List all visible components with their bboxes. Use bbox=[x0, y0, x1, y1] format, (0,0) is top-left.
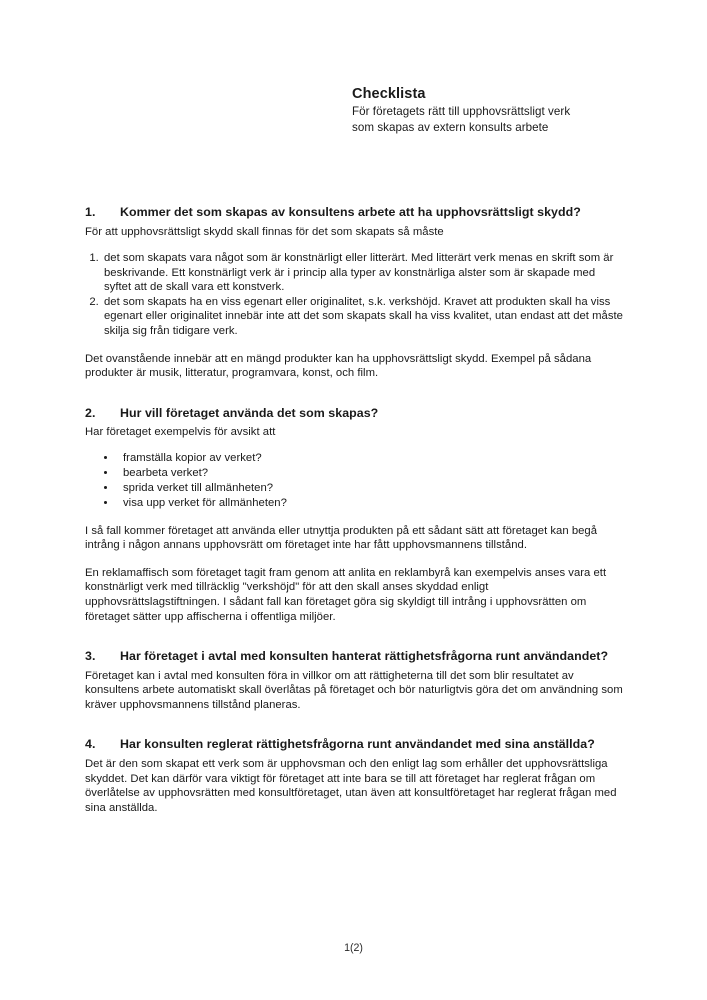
section-2-bullet-list bbox=[85, 451, 623, 511]
document-subtitle-line-1: För företagets rätt till upphovsrättsligt verk bbox=[352, 105, 571, 118]
section-2-paragraph-1: I så fall kommer företaget att använda eller utnyttja produkten på ett sådant sätt att företaget kan begå intrång i någon annans upphovsrätt om företaget inte har fått upphovsmannens tillstånd. bbox=[85, 524, 598, 552]
section-1 bbox=[85, 204, 623, 381]
section-4 bbox=[85, 736, 623, 815]
section-2-paragraph-2: En reklamaffisch som företaget tagit fram genom att anlita en reklambyrå kan exempelvis anses vara ett konstnärligt verk med tillräcklig "verkshöjd" för att den skall anses skyddad enligt upphovsrättslagstiftningen. I sådant fall kan företaget göra sig skyldigt till intrång i upphovsrätten om företaget sätter upp affischerna i offentliga miljöer. bbox=[85, 566, 607, 623]
section-1-heading bbox=[85, 204, 623, 221]
section-2-number: 2. bbox=[85, 405, 96, 420]
section-2-intro: Har företaget exempelvis för avsikt att bbox=[85, 426, 276, 439]
section-1-closing: Det ovanstående innebär att en mängd produkter kan ha upphovsrättsligt skydd. Exempel på sådana produkter är musik, litteratur, programvara, konst, och film. bbox=[85, 352, 592, 380]
section-3-heading bbox=[85, 648, 623, 665]
spacer bbox=[85, 381, 623, 405]
document-title-block bbox=[352, 86, 624, 135]
document-subtitle-line-2: som skapas av extern konsults arbete bbox=[352, 120, 549, 134]
section-4-heading bbox=[85, 736, 623, 753]
spacer bbox=[85, 624, 623, 648]
list-item: 2. det som skapats ha en viss egenart eller originalitet, s.k. verkshöjd. Kravet att produkten skall ha viss egenart eller originalitet innebär inte att det som skapats skall ha viss kvalitet, utan endast att det måste skilja sig från tidigare verk. bbox=[102, 295, 623, 339]
section-3-paragraph-1: Företaget kan i avtal med konsulten föra in villkor om att rättigheterna till det som blir resultatet av konsultens arbete automatiskt skall överlåtas på företaget och bör naturligtvis göra det om användning som kräver upphovsmannens tillstånd planeras. bbox=[85, 669, 623, 711]
spacer bbox=[85, 511, 623, 524]
spacer bbox=[85, 339, 623, 352]
section-4-number: 4. bbox=[85, 737, 96, 752]
list-item: • bearbeta verket? bbox=[117, 466, 623, 481]
section-3-number: 3. bbox=[85, 649, 96, 664]
list-item: 1. det som skapats vara något som är konstnärligt eller litterärt. Med litterärt verk menas en skrift som är beskrivande. Ett konstnärligt verk är i princip alla typer av konstnärliga alster som är skapade med syftet att de skall vara ett konstverk. bbox=[102, 251, 623, 295]
document-body bbox=[85, 204, 623, 815]
section-1-title: Kommer det som skapas av konsultens arbete att ha upphovsrättsligt skydd? bbox=[120, 205, 581, 219]
list-item: • framställa kopior av verket? bbox=[117, 451, 623, 466]
section-3 bbox=[85, 648, 623, 712]
section-2-heading bbox=[85, 405, 623, 422]
section-1-ordered-list bbox=[85, 251, 623, 339]
spacer bbox=[85, 712, 623, 736]
section-4-title: Har konsulten reglerat rättighetsfrågorna runt användandet med sina anställda? bbox=[120, 737, 595, 752]
list-item: • visa upp verket för allmänheten? bbox=[117, 496, 623, 511]
section-4-paragraph-1: Det är den som skapat ett verk som är upphovsman och den enligt lag som erhåller det upphovsrättsliga skyddet. Det kan därför vara viktigt för företaget att inte bara se till att företaget har reglerat frågan om överlåtelse av upphovsrätten med konsultföretaget, utan även att konsultföretaget har reglerat frågan med sina anställda. bbox=[85, 757, 617, 814]
page-number-footer: 1(2) bbox=[344, 942, 363, 954]
section-2 bbox=[85, 405, 623, 624]
list-item: • sprida verket till allmänheten? bbox=[117, 481, 623, 496]
section-3-title: Har företaget i avtal med konsulten hanterat rättighetsfrågorna runt användandet? bbox=[120, 649, 609, 664]
section-1-intro: För att upphovsrättsligt skydd skall finnas för det som skapats så måste bbox=[85, 225, 444, 238]
section-2-title: Hur vill företaget använda det som skapas? bbox=[120, 405, 379, 420]
page-title: Checklista bbox=[352, 86, 426, 102]
section-1-number: 1. bbox=[85, 205, 96, 219]
